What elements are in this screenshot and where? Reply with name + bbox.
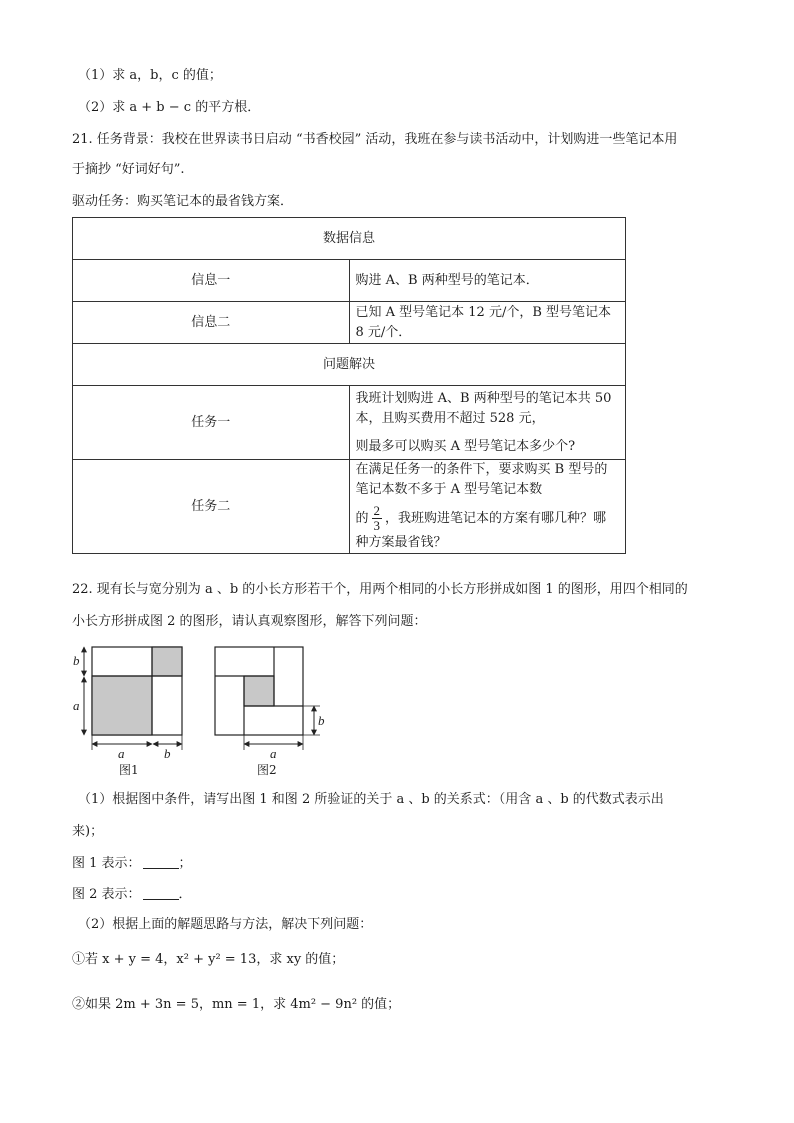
info2-text: 已知 A 型号笔记本 12 元/个，B 型号笔记本 8 元/个． [349,302,626,344]
task1-line2: 则最多可以购买 A 型号笔记本多少个? [355,438,576,454]
q22-part1-line1: （1）根据图中条件，请写出图 1 和图 2 所验证的关于 a 、b 的关系式：（用含 a 、b 的代数式表示出 [78,792,664,807]
fig2-caption: 图2 [257,763,277,777]
task1-label: 任务一 [73,386,350,460]
q22-intro-line2: 小长方形拼成图 2 的图形，请认真观察图形，解答下列问题： [72,614,427,629]
q22-fig2-expression [72,885,192,905]
figure-2 [215,647,325,777]
q21-background-line1: 21. 任务背景：我校在世界读书日启动 “书香校园” 活动，我班在参与读书活动中，计划购进一些笔记本用 [72,132,678,147]
fig2-label-a: a [270,746,277,761]
fig1-shaded-small-square [152,647,182,676]
fig2-expr-label: 图 2 表示： [72,887,141,902]
fig2-shaded-center-square [244,676,274,706]
task1-line1: 我班计划购进 A、B 两种型号的笔记本共 50 本，且购买费用不超过 528 元， [355,390,612,426]
table-header-data: 数据信息 [73,218,626,260]
q22-part2: （2）根据上面的解题思路与方法，解决下列问题： [78,917,373,932]
info1-label: 信息一 [73,260,350,302]
fig1-expr-end: ； [178,856,192,871]
q22-sub1: ①若 x + y = 4，x² + y² = 13，求 xy 的值； [72,952,345,967]
q20-part1: （1）求 a，b，c 的值； [78,68,222,83]
table-header-problem: 问题解决 [73,344,626,386]
fig1-shaded-large-square [92,676,152,735]
q20-part2: （2）求 a + b − c 的平方根． [78,100,261,115]
q21-background-line2: 于摘抄 “好词好句”. [72,162,185,177]
fig1-label-b-bottom: b [164,746,171,761]
figure-1 [73,647,182,777]
fig2-expr-end: ． [178,887,192,902]
q22-intro-line1: 22. 现有长与宽分别为 a 、b 的小长方形若干个，用两个相同的小长方形拼成如图 1 的图形，用四个相同的 [72,582,688,597]
fig2-answer-blank[interactable] [143,885,179,900]
task2-label: 任务二 [73,460,350,554]
info1-text: 购进 A、B 两种型号的笔记本． [349,260,626,302]
fig1-expr-label: 图 1 表示： [72,856,141,871]
q22-sub2: ②如果 2m + 3n = 5，mn = 1，求 4m² − 9n² 的值； [72,997,401,1012]
fig1-label-a-bottom: a [118,746,125,761]
task2-line1: 在满足任务一的条件下，要求购买 B 型号的笔记本数不多于 A 型号笔记本数 [355,462,608,497]
fig1-label-b-side: b [73,653,80,668]
task2-line2-post: ，我班购进笔记本的方案有哪几种？哪种方案最省钱？ [355,511,607,550]
q21-driving-task: 驱动任务：购买笔记本的最省钱方案． [72,194,294,209]
fig1-answer-blank[interactable] [143,854,179,869]
fig1-caption: 图1 [119,763,139,777]
task2-line2-pre: 的 [355,511,369,526]
fraction-denominator: 3 [373,518,381,533]
q22-fig1-expression [72,854,192,874]
fig2-label-b: b [318,713,325,728]
info2-label: 信息二 [73,302,350,344]
fraction-numerator: 2 [373,503,381,518]
fig1-label-a-side: a [73,698,80,713]
q22-part1-line2: 来)； [72,824,104,839]
